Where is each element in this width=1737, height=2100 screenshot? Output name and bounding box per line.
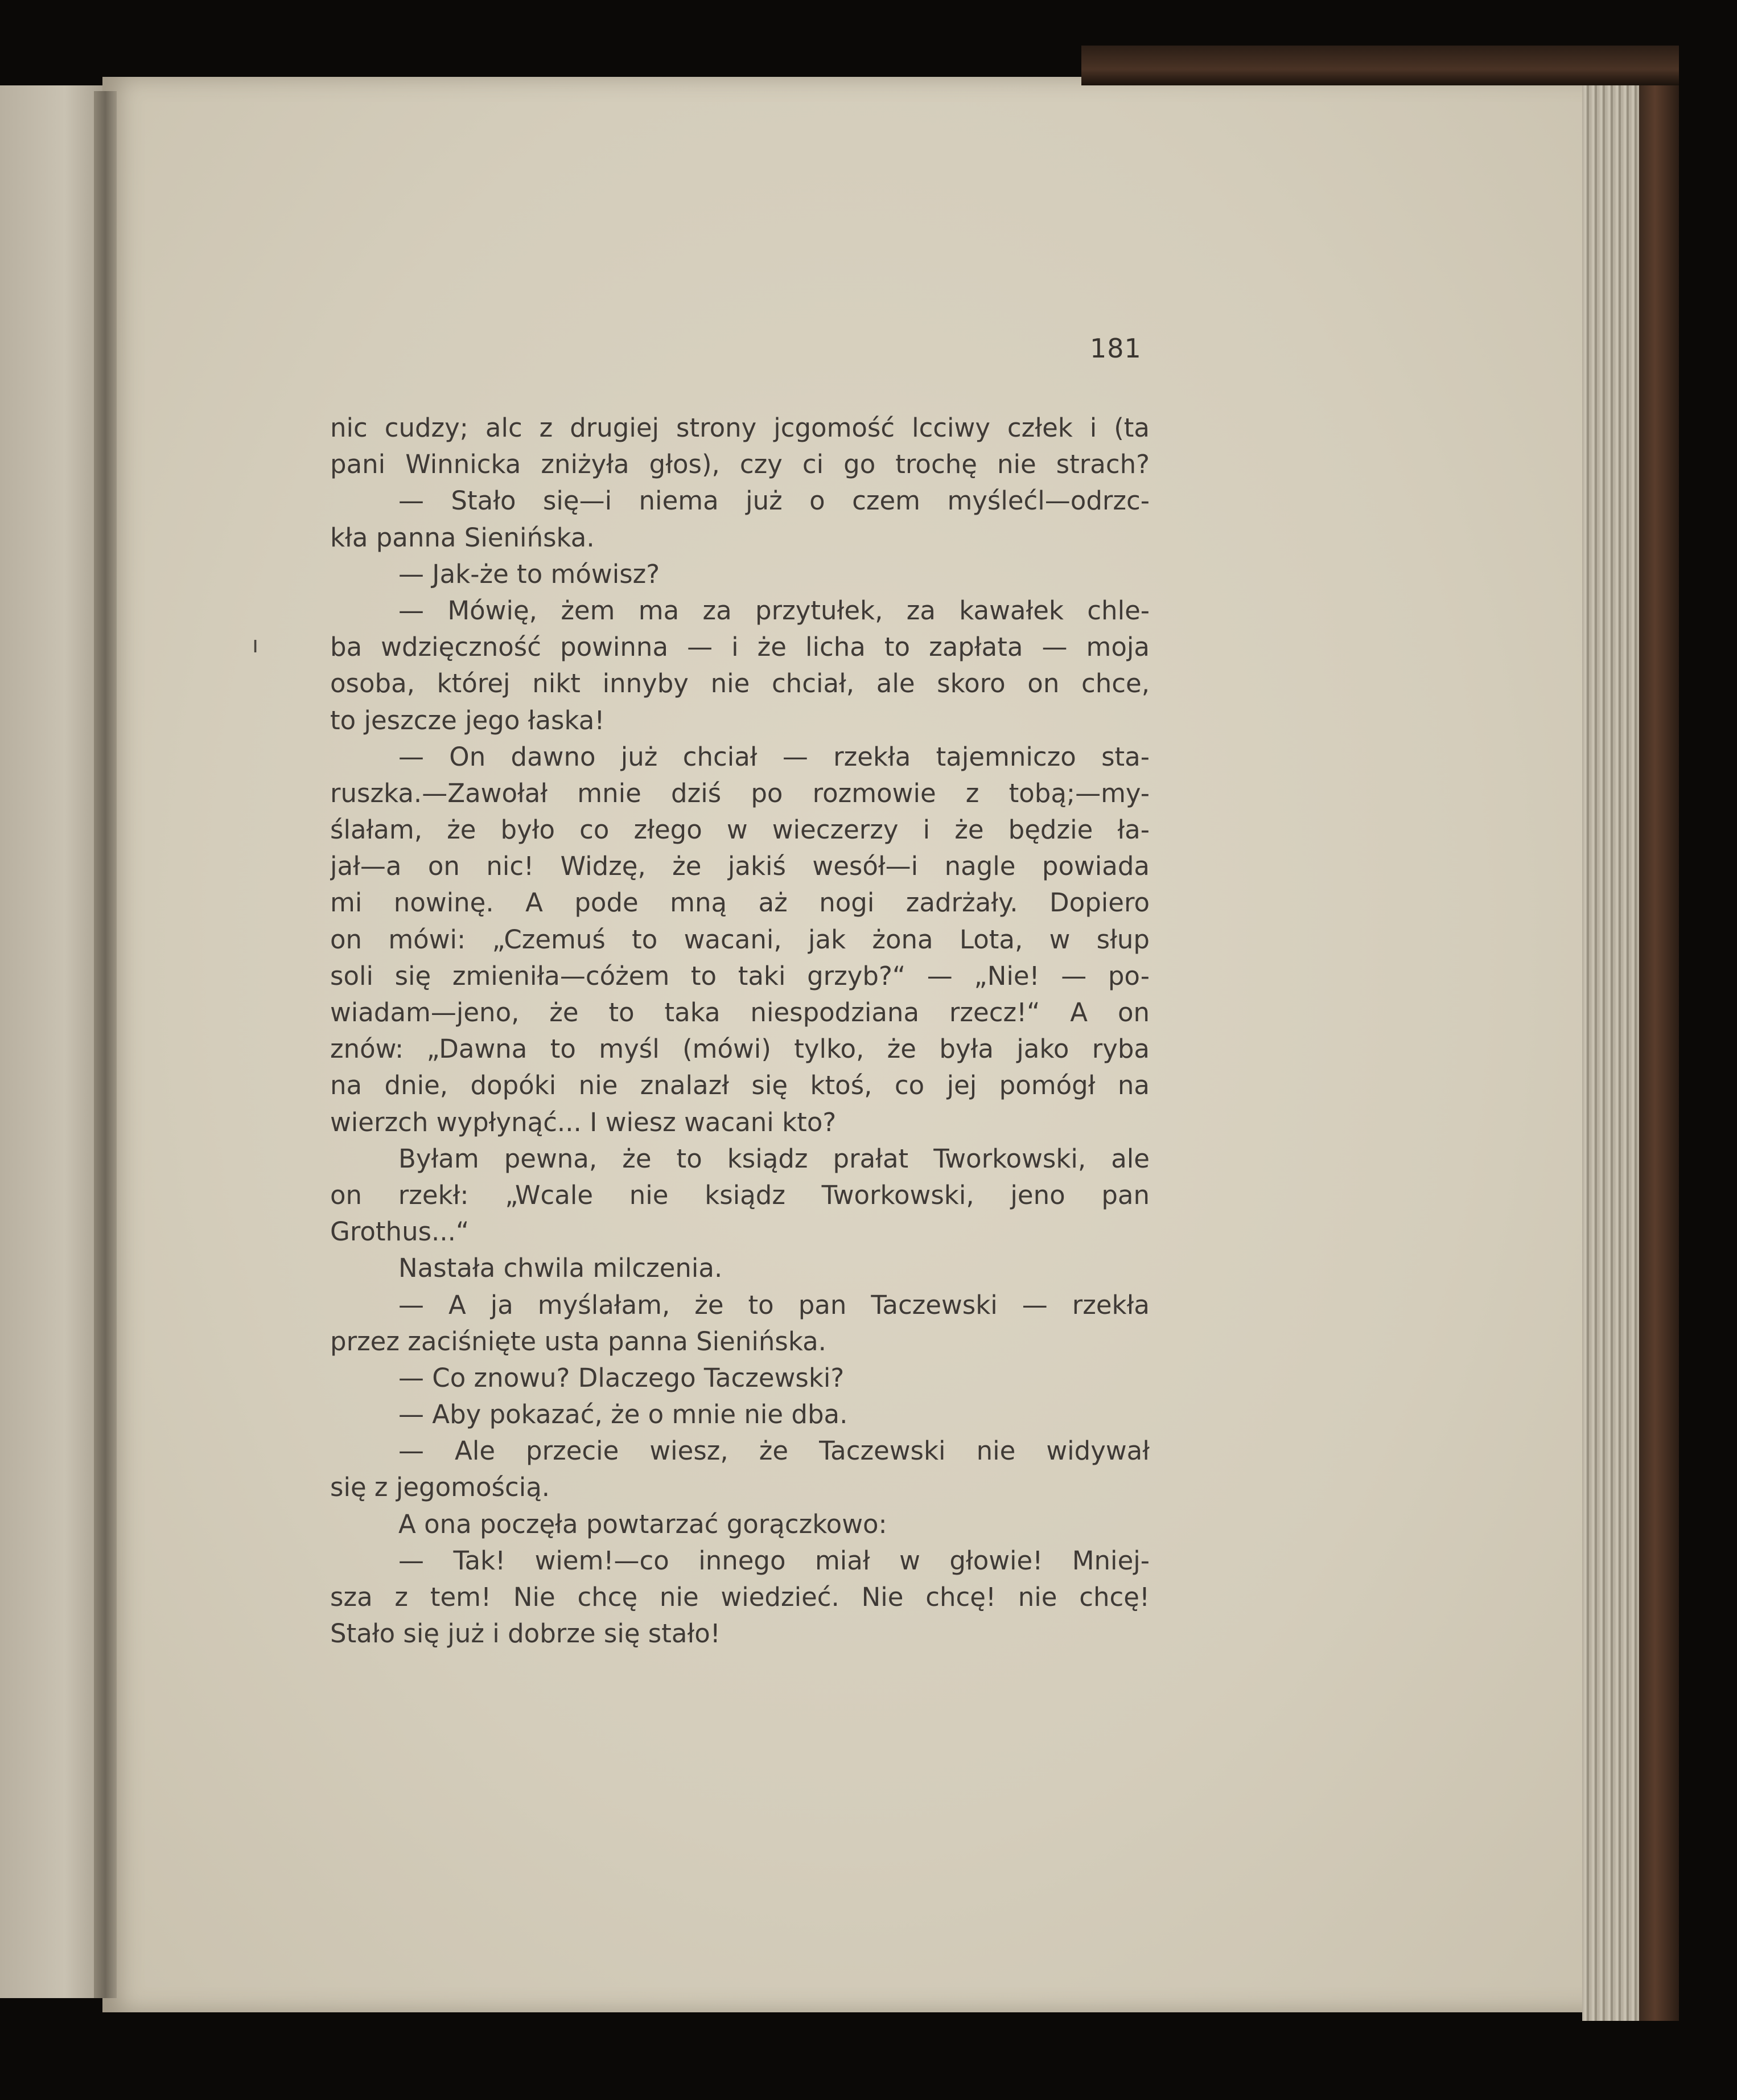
text-line: się z jegomością. (330, 1472, 550, 1503)
text-line: znów: „Dawna to myśl (mówi) tylko, że była jako ryba (330, 1034, 1150, 1065)
text-line: na dnie, dopóki nie znalazł się ktoś, co jej pomógł na (330, 1070, 1150, 1101)
text-line: — Co znowu? Dlaczego Taczewski? (398, 1362, 845, 1393)
text-line: on rzekł: „Wcale nie ksiądz Tworkowski, jeno pan (330, 1180, 1150, 1210)
text-line: to jeszcze jego łaska! (330, 705, 605, 735)
text-line: ślałam, że było co złego w wieczerzy i że będzie ła- (330, 815, 1150, 845)
text-line: jał—a on nic! Widzę, że jakiś wesół—i nagle powiada (330, 851, 1150, 882)
text-line: — Jak-że to mówisz? (398, 558, 660, 589)
text-line: ba wdzięczność powinna — i że licha to zapłata — moja (330, 632, 1150, 663)
text-line: — On dawno już chciał — rzekła tajemniczo sta- (398, 741, 1150, 772)
previous-page-edge (0, 85, 108, 1998)
text-line: A ona poczęła powtarzać gorączkowo: (398, 1509, 887, 1539)
text-line: Grothus...“ (330, 1217, 470, 1247)
text-line: — Stało się—i niema już o czem myślećl—odrzc- (398, 486, 1150, 516)
book-cover-top (1081, 46, 1679, 85)
page-number: 181 (1090, 333, 1142, 364)
book-gutter (94, 91, 117, 1998)
text-line: — Tak! wiem!—co innego miał w głowie! Mniej- (398, 1545, 1150, 1576)
text-line: sza z tem! Nie chcę nie wiedzieć. Nie chcę! nie chcę! (330, 1582, 1150, 1612)
text-line: Nastała chwila milczenia. (398, 1253, 723, 1284)
text-line: — A ja myślałam, że to pan Taczewski — rzekła (398, 1289, 1150, 1320)
text-line: wierzch wypłynąć... I wiesz wacani kto? (330, 1107, 837, 1137)
margin-mark: ı (252, 632, 259, 658)
text-line: — Aby pokazać, że o mnie nie dba. (398, 1399, 848, 1430)
text-line: przez zaciśnięte usta panna Sienińska. (330, 1326, 826, 1357)
text-line: soli się zmieniła—cóżem to taki grzyb?“ — „Nie! — po- (330, 960, 1150, 991)
text-line: ruszka.—Zawołał mnie dziś po rozmowie z tobą;—my- (330, 778, 1150, 808)
text-line: — Ale przecie wiesz, że Taczewski nie widywał (398, 1436, 1150, 1466)
text-line: nic cudzy; alc z drugiej strony jcgomość lcciwy człek i (ta (330, 413, 1150, 443)
text-line: kła panna Sienińska. (330, 522, 595, 553)
text-line: Byłam pewna, że to ksiądz prałat Tworkowski, ale (398, 1143, 1150, 1174)
text-line: on mówi: „Czemuś to wacani, jak żona Lota, w słup (330, 924, 1150, 955)
text-line: osoba, której nikt innyby nie chciał, ale skoro on chce, (330, 668, 1150, 699)
text-line: wiadam—jeno, że to taka niespodziana rzecz!“ A on (330, 997, 1150, 1028)
text-line: pani Winnicka zniżyła głos), czy ci go trochę nie strach? (330, 449, 1150, 480)
text-line: — Mówię, żem ma za przytułek, za kawałek chle- (398, 595, 1150, 626)
book-cover-edge (1639, 51, 1679, 2021)
text-line: Stało się już i dobrze się stało! (330, 1618, 721, 1649)
body-text (330, 410, 1150, 1652)
text-line: mi nowinę. A pode mną aż nogi zadrżały. Dopiero (330, 887, 1150, 918)
